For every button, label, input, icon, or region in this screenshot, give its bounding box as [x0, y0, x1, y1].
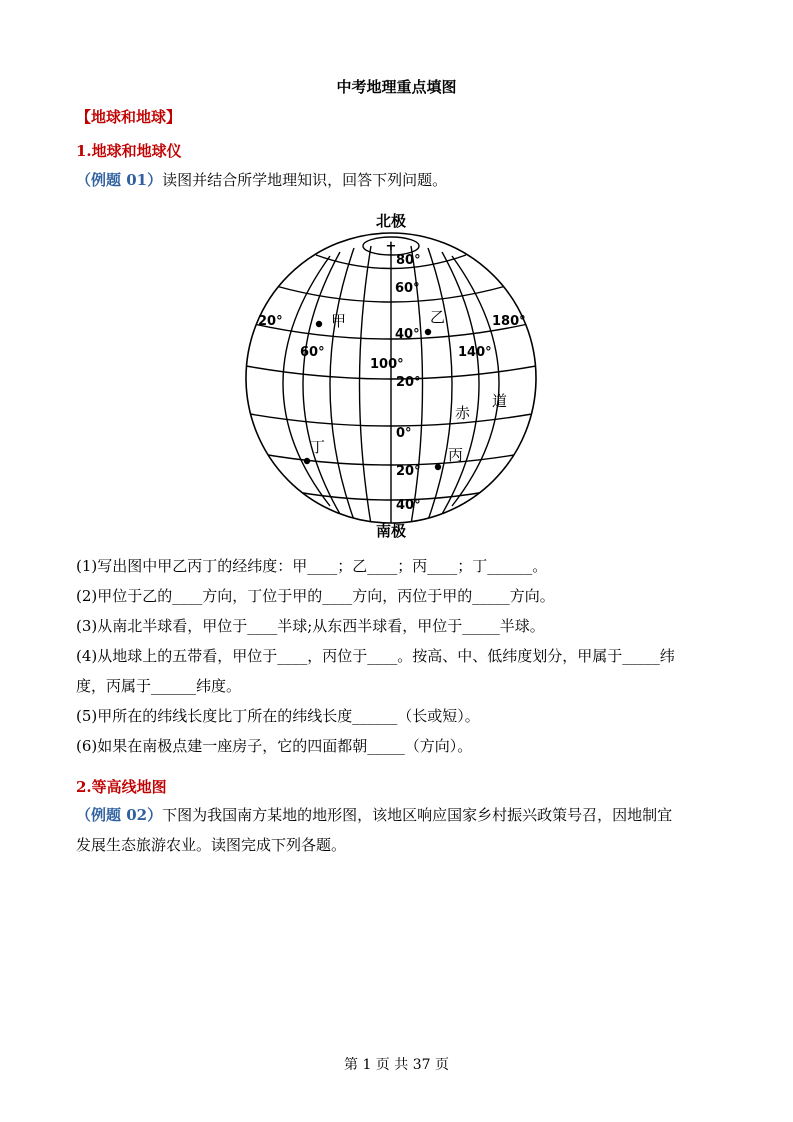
label-jia: 甲 — [331, 312, 347, 330]
question-5: (5)甲所在的纬线长度比丁所在的纬线长度______（长或短）。 — [76, 707, 480, 725]
meridian-w1 — [360, 246, 372, 524]
meridian-e4 — [452, 256, 499, 506]
label-chi: 赤 — [455, 404, 471, 422]
point-yi — [425, 329, 431, 335]
label-lon140: 140° — [458, 345, 492, 360]
point-ding — [304, 458, 310, 464]
subsection-heading-2: 2.等高线地图 — [76, 778, 167, 796]
pole-mark: + — [385, 239, 397, 254]
globe-figure — [236, 206, 546, 546]
point-jia — [316, 321, 322, 327]
example-2-tag: （例题 02） — [76, 806, 163, 824]
label-yi: 乙 — [430, 308, 446, 326]
point-bing — [435, 464, 441, 470]
label-lat40s: 40° — [396, 498, 421, 513]
question-2: (2)甲位于乙的____方向，丁位于甲的____方向，丙位于甲的_____方向。 — [76, 587, 555, 605]
example-2-intro — [76, 800, 716, 860]
label-dao: 道 — [492, 392, 508, 410]
example-2-line-1: 下图为我国南方某地的地形图，该地区响应国家乡村振兴政策号召，因地制宜 — [162, 806, 673, 824]
example-1-intro — [76, 165, 716, 195]
meridian-w4 — [283, 256, 330, 506]
north-pole-label: 北极 — [375, 212, 407, 230]
label-lat80: 80° — [396, 253, 421, 268]
question-4-line-2: 度，丙属于______纬度。 — [76, 677, 242, 695]
page-title: 中考地理重点填图 — [336, 78, 457, 96]
label-lat40: 40° — [395, 327, 420, 342]
question-3: (3)从南北半球看，甲位于____半球;从东西半球看，甲位于_____半球。 — [76, 617, 545, 635]
example-1-tag: （例题 01） — [76, 171, 163, 189]
page-footer: 第 1 页 共 37 页 — [344, 1057, 449, 1073]
question-6: (6)如果在南极点建一座房子，它的四面都朝_____（方向）。 — [76, 737, 473, 755]
label-lat60: 60° — [395, 281, 420, 296]
label-bing: 丙 — [448, 446, 464, 464]
meridian-w2 — [330, 248, 354, 520]
section-heading: 【地球和地球】 — [76, 108, 182, 126]
globe-diagram — [236, 206, 546, 546]
question-4-line-1: (4)从地球上的五带看，甲位于____，丙位于____。按高、中、低纬度划分，甲属于_____纬 — [76, 647, 675, 665]
south-pole-label: 南极 — [375, 522, 407, 540]
label-lon20: 20° — [258, 314, 283, 329]
label-ding: 丁 — [310, 438, 326, 456]
meridian-e2 — [428, 248, 452, 520]
question-1: (1)写出图中甲乙丙丁的经纬度：甲____；乙____；丙____；丁______。 — [76, 557, 548, 575]
label-lat20n: 20° — [396, 375, 421, 390]
label-lon60: 60° — [300, 345, 325, 360]
questions-block — [76, 551, 716, 761]
example-2-line-2: 发展生态旅游农业。读图完成下列各题。 — [76, 836, 347, 854]
subsection-heading-1: 1.地球和地球仪 — [76, 142, 182, 160]
label-lat0: 0° — [396, 426, 412, 441]
label-lon180: 180° — [492, 314, 526, 329]
label-lon100: 100° — [370, 357, 404, 372]
example-1-text: 读图并结合所学地理知识，回答下列问题。 — [162, 171, 448, 189]
label-lat20s: 20° — [396, 464, 421, 479]
